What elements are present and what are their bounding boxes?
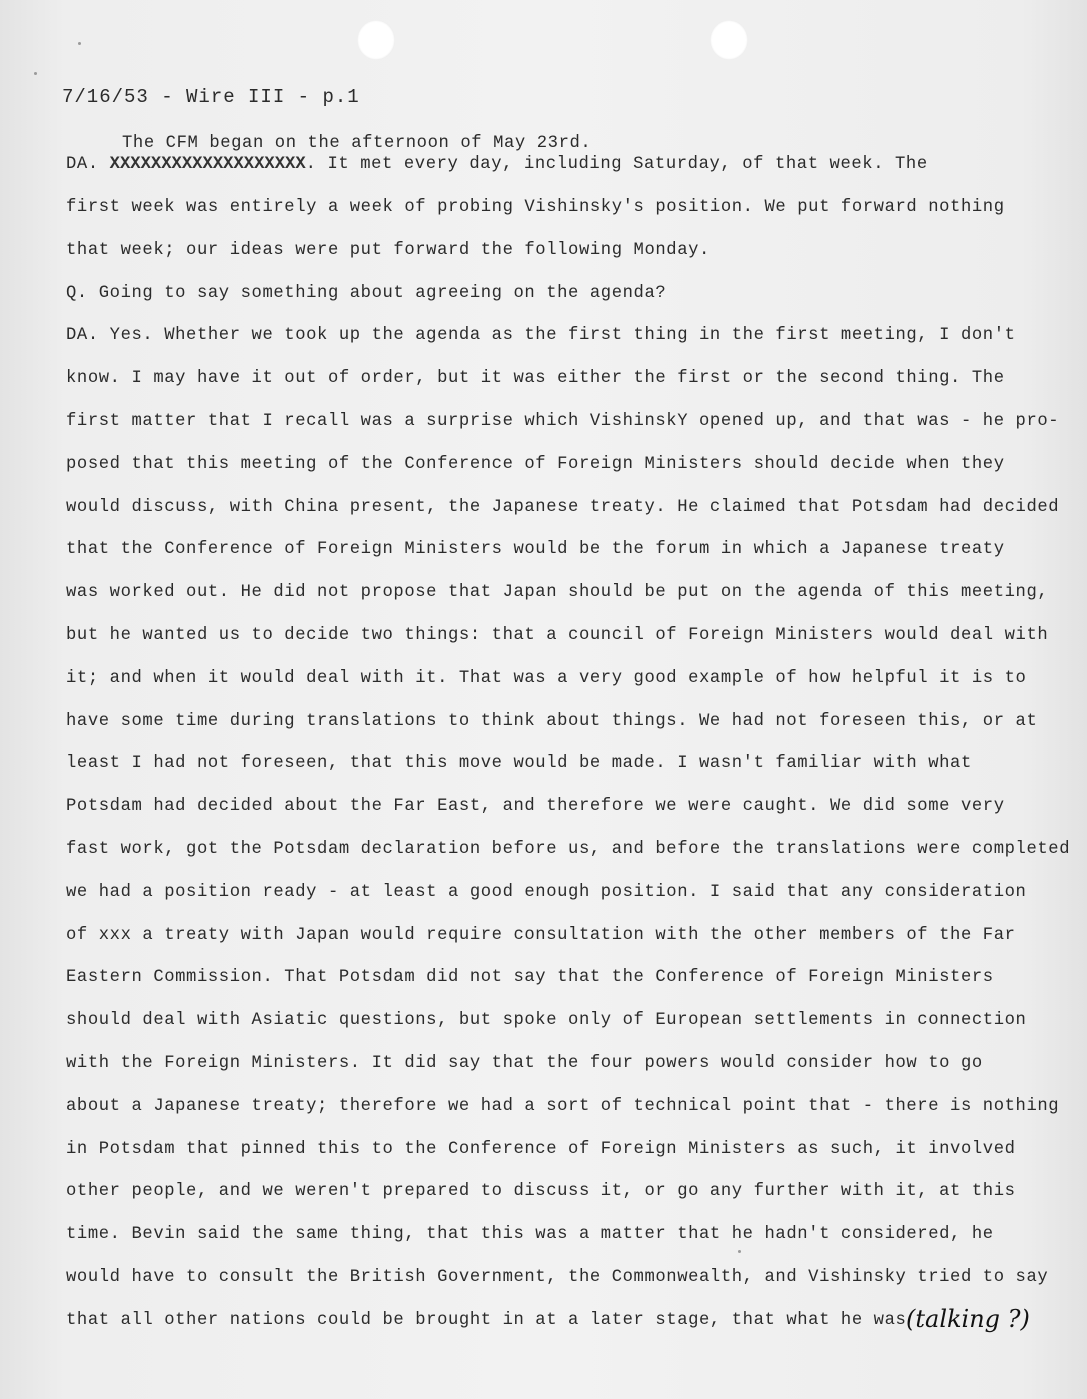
transcript-line: have some time during translations to think about things. We had not foreseen this, or at bbox=[66, 711, 1038, 731]
transcript-line: of xxx a treaty with Japan would require consultation with the other members of the Far bbox=[66, 925, 1016, 945]
transcript-line: in Potsdam that pinned this to the Conference of Foreign Ministers as such, it involved bbox=[66, 1139, 1016, 1159]
punch-hole bbox=[710, 20, 748, 60]
transcript-line: about a Japanese treaty; therefore we had a sort of technical point that - there is nothing bbox=[66, 1096, 1060, 1116]
transcript-line: fast work, got the Potsdam declaration before us, and before the translations were completed bbox=[66, 840, 1071, 859]
transcript-line: time. Bevin said the same thing, that this was a matter that he hadn't considered, he bbox=[66, 1225, 994, 1245]
handwritten-note: (talking ?) bbox=[906, 1305, 1030, 1333]
transcript-line: posed that this meeting of the Conference of Foreign Ministers should decide when they bbox=[66, 454, 1005, 474]
transcript-line: should deal with Asiatic questions, but spoke only of European settlements in connection bbox=[66, 1011, 1027, 1031]
transcript-line: least I had not foreseen, that this move would be made. I wasn't familiar with what bbox=[66, 754, 972, 774]
transcript-line: Q. Going to say something about agreeing on the agenda? bbox=[66, 283, 667, 303]
line-text: . It met every day, including Saturday, of that week. The bbox=[305, 155, 928, 174]
speaker-label: DA. bbox=[66, 155, 99, 174]
transcript-line: it; and when it would deal with it. That was a very good example of how helpful it is to bbox=[66, 668, 1027, 688]
paper-speck bbox=[78, 42, 81, 45]
transcript-line: that the Conference of Foreign Ministers would be the forum in which a Japanese treaty bbox=[66, 540, 1005, 560]
transcript-line: first week was entirely a week of probing Vishinsky's position. We put forward nothing bbox=[66, 198, 1005, 217]
transcript-line: was worked out. He did not propose that Japan should be put on the agenda of this meeting, bbox=[66, 583, 1049, 603]
punch-hole bbox=[357, 20, 395, 60]
page-header: 7/16/53 - Wire III - p.1 bbox=[62, 86, 360, 108]
transcript-line: Potsdam had decided about the Far East, and therefore we were caught. We did some very bbox=[66, 797, 1005, 817]
transcript-line: DA. Yes. Whether we took up the agenda as the first thing in the first meeting, I don't bbox=[66, 326, 1016, 346]
intro-line: The CFM began on the afternoon of May 23rd. bbox=[122, 134, 592, 153]
struck-out-text: XXXXXXXXXXXXXXXXXXX bbox=[109, 155, 306, 174]
transcript-line: we had a position ready - at least a good enough position. I said that any consideration bbox=[66, 882, 1027, 902]
paper-speck bbox=[34, 72, 37, 75]
transcript-line: that week; our ideas were put forward the following Monday. bbox=[66, 240, 710, 260]
first-paragraph-line bbox=[66, 155, 928, 175]
transcript-line: other people, and we weren't prepared to discuss it, or go any further with it, at this bbox=[66, 1182, 1016, 1202]
transcript-line: first matter that I recall was a surprise which VishinskY opened up, and that was - he pro- bbox=[66, 412, 1060, 431]
transcript-line: that all other nations could be brought in at a later stage, that what he was bbox=[66, 1310, 907, 1330]
transcript-line: Eastern Commission. That Potsdam did not say that the Conference of Foreign Ministers bbox=[66, 968, 994, 988]
transcript-line: know. I may have it out of order, but it was either the first or the second thing. The bbox=[66, 369, 1005, 389]
transcript-line: with the Foreign Ministers. It did say that the four powers would consider how to go bbox=[66, 1054, 983, 1073]
transcript-line: would have to consult the British Government, the Commonwealth, and Vishinsky tried to say bbox=[66, 1268, 1049, 1287]
transcript-line: but he wanted us to decide two things: that a council of Foreign Ministers would deal with bbox=[66, 626, 1049, 645]
transcript-line: would discuss, with China present, the Japanese treaty. He claimed that Potsdam had decided bbox=[66, 497, 1060, 517]
paper-speck bbox=[738, 1250, 741, 1253]
